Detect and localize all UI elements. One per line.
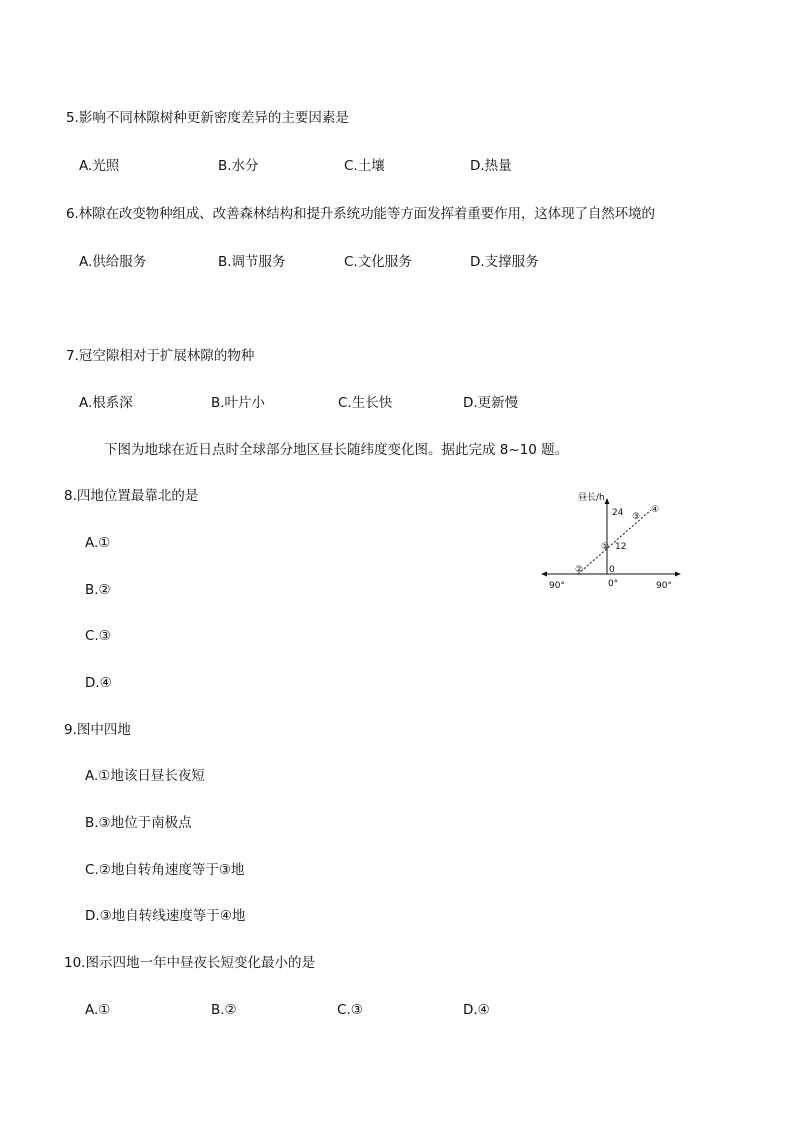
question-8-option-d[interactable]: D.④ [85, 675, 112, 691]
question-7-option-c[interactable]: C.生长快 [338, 395, 393, 411]
y-axis-label: 昼长/h [578, 493, 605, 503]
question-9-option-a[interactable]: A.①地该日昼长夜短 [85, 768, 205, 784]
question-10-option-a[interactable]: A.① [85, 1002, 111, 1018]
y-tick-24: 24 [612, 508, 624, 518]
question-10-option-b[interactable]: B.② [211, 1002, 237, 1018]
day-length-latitude-figure [538, 488, 688, 592]
point-label-1: ① [601, 542, 610, 552]
question-5-option-d[interactable]: D.热量 [470, 158, 512, 174]
group-intro: 下图为地球在近日点时全球部分地区昼长随纬度变化图。据此完成 8~10 题。 [104, 442, 569, 458]
point-label-2: ② [575, 565, 584, 575]
question-7-stem: 7.冠空隙相对于扩展林隙的物种 [66, 348, 255, 364]
question-6-option-a[interactable]: A.供给服务 [79, 254, 147, 270]
point-label-3: ③ [632, 512, 641, 522]
question-5-option-a[interactable]: A.光照 [79, 158, 120, 174]
question-8-option-b[interactable]: B.② [85, 582, 111, 598]
question-8-option-c[interactable]: C.③ [85, 628, 111, 644]
question-8-stem: 8.四地位置最靠北的是 [64, 488, 199, 504]
x-tick-center: 0° [608, 579, 619, 589]
x-tick-left: 90° [549, 581, 565, 591]
question-7-option-b[interactable]: B.叶片小 [211, 395, 266, 411]
question-7-option-d[interactable]: D.更新慢 [463, 395, 519, 411]
question-5-option-b[interactable]: B.水分 [218, 158, 259, 174]
x-tick-right: 90° [656, 581, 672, 591]
question-5-stem: 5.影响不同林隙树种更新密度差异的主要因素是 [66, 110, 349, 126]
point-label-4: ④ [651, 505, 660, 515]
question-9-option-c[interactable]: C.②地自转角速度等于③地 [85, 862, 245, 878]
question-9-stem: 9.图中四地 [64, 722, 131, 738]
question-8-option-a[interactable]: A.① [85, 535, 111, 551]
question-5-option-c[interactable]: C.土壤 [344, 158, 385, 174]
question-10-option-d[interactable]: D.④ [463, 1002, 490, 1018]
question-9-option-b[interactable]: B.③地位于南极点 [85, 815, 192, 831]
question-6-option-b[interactable]: B.调节服务 [218, 254, 286, 270]
y-tick-12: 12 [615, 542, 627, 552]
question-6-option-d[interactable]: D.支撑服务 [470, 254, 539, 270]
question-6-stem: 6.林隙在改变物种组成、改善森林结构和提升系统功能等方面发挥着重要作用，这体现了自然环境的 [66, 206, 655, 222]
question-9-option-d[interactable]: D.③地自转线速度等于④地 [85, 908, 246, 924]
question-6-option-c[interactable]: C.文化服务 [344, 254, 412, 270]
y-tick-0: 0 [609, 565, 615, 575]
question-7-option-a[interactable]: A.根系深 [79, 395, 133, 411]
question-10-option-c[interactable]: C.③ [337, 1002, 363, 1018]
question-10-stem: 10.图示四地一年中昼夜长短变化最小的是 [64, 955, 315, 971]
